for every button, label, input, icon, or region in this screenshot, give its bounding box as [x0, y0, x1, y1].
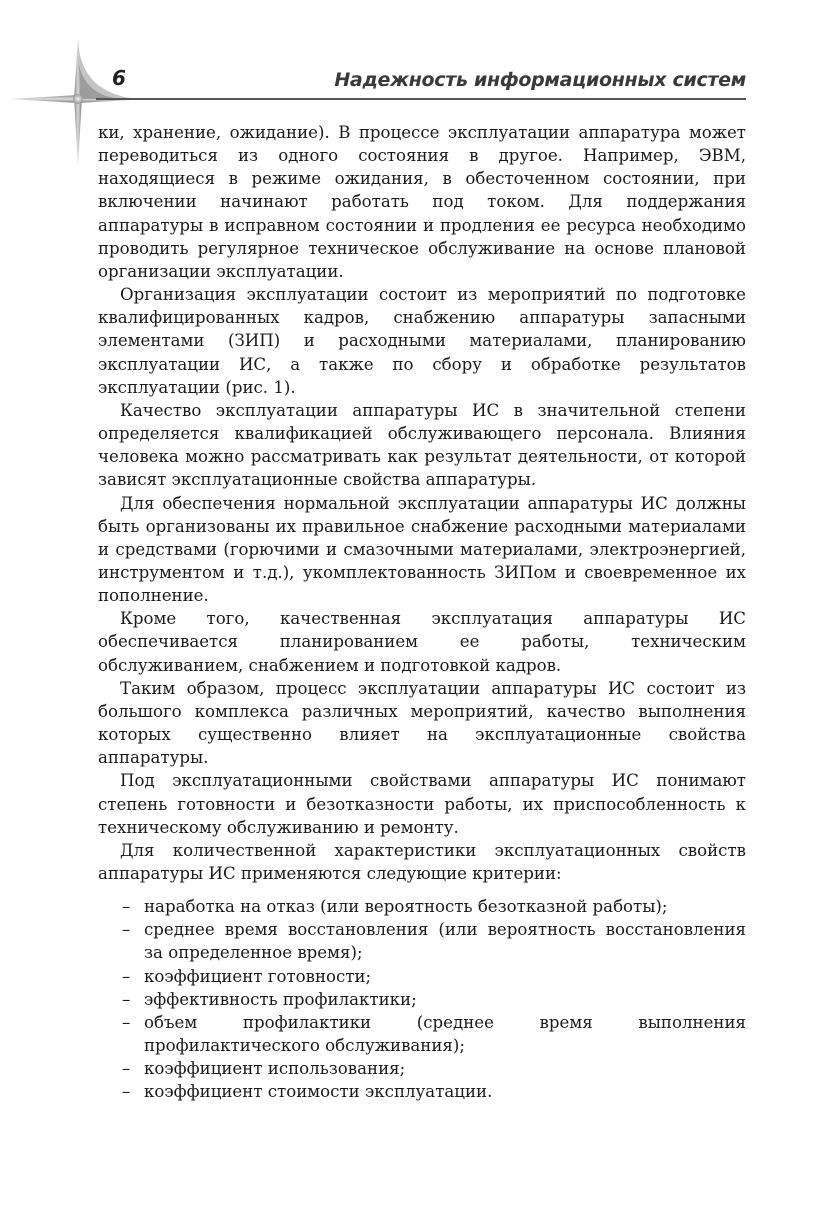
paragraph: ки, хранение, ожидание). В процессе эксплуатации аппаратура может переводиться из одного состояния в другое. Например, ЭВМ, находящиеся в режиме ожидания, в обесточенном состоянии, при включении начинают работать под током. Для поддержания аппаратуры в исправном состоянии и продления ее ресурса необходимо проводить регулярное техническое обслуживание на основе плановой организации эксплуатации. — [98, 123, 746, 281]
paragraph: Для обеспечения нормальной эксплуатации аппаратуры ИС должны быть организованы их правильное снабжение расходными материалами и средствами (горючими и смазочными материалами, электроэнергией, инструментом и т.д.), укомплектованность ЗИПом и своевременное их пополнение. — [98, 493, 746, 606]
list-item-text: эффективность профилактики; — [144, 989, 417, 1009]
list-marker: – — [122, 920, 131, 940]
list-item-text: среднее время восстановления (или вероятность восстановления за определенное время); — [144, 920, 746, 963]
list-item — [98, 1011, 746, 1057]
list-item — [98, 895, 746, 918]
list-item-text: коэффициент использования; — [144, 1059, 406, 1079]
list-item — [98, 1080, 746, 1103]
list-item-text: объем профилактики (среднее время выполнения профилактического обслуживания); — [144, 1012, 746, 1056]
header-rule — [96, 98, 746, 100]
list-marker: – — [122, 1012, 131, 1032]
list-marker: – — [122, 1082, 131, 1102]
paragraph: Для количественной характеристики эксплуатационных свойств аппаратуры ИС применяются следующие критерии: — [98, 840, 746, 883]
criteria-list — [98, 895, 746, 1103]
paragraph: Кроме того, качественная эксплуатация аппаратуры ИС обеспечивается планированием ее работы, техническим обслуживанием, снабжением и подготовкой кадров. — [98, 609, 746, 675]
paragraph: Качество эксплуатации аппаратуры ИС в значительной степени определяется квалификацией обслуживающего персонала. Влияния человека можно рассматривать как результат деятельности, от которой зависят эксплуатационные свойства аппаратуры. — [98, 400, 746, 490]
list-item — [98, 1057, 746, 1080]
page-header — [0, 0, 828, 110]
list-item — [98, 918, 746, 964]
list-marker: – — [122, 989, 131, 1009]
list-marker: – — [122, 897, 131, 917]
list-item — [98, 965, 746, 988]
list-item-text: коэффициент стоимости эксплуатации. — [144, 1082, 493, 1102]
list-item-text: коэффициент готовности; — [144, 966, 372, 986]
running-title: Надежность информационных систем — [334, 69, 746, 91]
list-marker: – — [122, 1059, 131, 1079]
list-item — [98, 988, 746, 1011]
paragraph: Организация эксплуатации состоит из мероприятий по подготовке квалифицированных кадров, снабжению аппаратуры запасными элементами (ЗИП) и расходными материалами, планированию эксплуатации ИС, а также по сбору и обработке результатов эксплуатации (рис. 1). — [98, 285, 746, 397]
page-number: 6 — [112, 66, 126, 90]
paragraph: Под эксплуатационными свойствами аппаратуры ИС понимают степень готовности и безотказности работы, их приспособленность к техническому обслуживанию и ремонту. — [98, 771, 746, 837]
list-item-text: наработка на отказ (или вероятность безотказной работы); — [144, 897, 668, 917]
list-marker: – — [122, 966, 131, 986]
body-text — [98, 121, 746, 1104]
paragraph: Таким образом, процесс эксплуатации аппаратуры ИС состоит из большого комплекса различных мероприятий, качество выполнения которых существенно влияет на эксплуатационные свойства аппаратуры. — [98, 678, 746, 768]
